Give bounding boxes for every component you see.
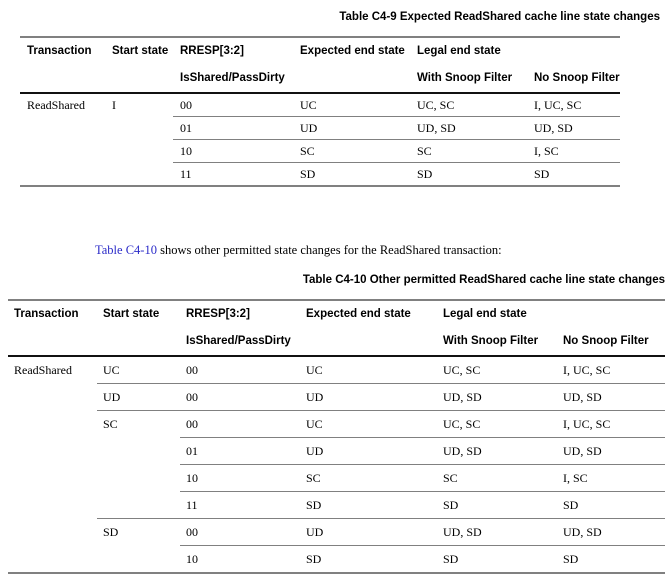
col-header-transaction: Transaction	[14, 308, 79, 320]
cell-transaction: ReadShared	[27, 98, 85, 112]
cell-with-snoop-filter: SC	[410, 140, 527, 163]
table-row	[8, 356, 665, 384]
col-header-expected-end-state: Expected end state	[300, 45, 405, 57]
col-header-no-snoop-filter: No Snoop Filter	[527, 65, 620, 93]
table-c4-9	[20, 36, 620, 187]
cell-no-snoop-filter: I, UC, SC	[557, 411, 665, 438]
cell-expected: UC	[300, 98, 317, 112]
cell-with-snoop-filter: UD, SD	[437, 519, 557, 546]
cell-no-snoop-filter: SD	[557, 492, 665, 519]
cell-with-snoop-filter: UC, SC	[417, 98, 455, 112]
cell-with-snoop-filter: SC	[437, 465, 557, 492]
col-header-rresp: RRESP[3:2]	[180, 45, 244, 57]
cell-start-state: SD	[97, 519, 180, 574]
col-header-start-state: Start state	[103, 308, 160, 320]
cell-rresp: 00	[180, 411, 300, 438]
cell-with-snoop-filter: UC, SC	[443, 363, 481, 377]
cell-with-snoop-filter: UC, SC	[437, 411, 557, 438]
col-header-no-snoop-filter: No Snoop Filter	[557, 328, 665, 356]
col-header-start-state: Start state	[112, 45, 169, 57]
cell-expected: SD	[300, 492, 437, 519]
col-header-empty	[97, 328, 180, 356]
table-c4-9-title: Table C4-9 Expected ReadShared cache line state changes	[339, 11, 660, 23]
cell-no-snoop-filter: I, SC	[527, 140, 620, 163]
table-row	[8, 384, 665, 411]
cell-expected: SC	[300, 465, 437, 492]
cell-rresp: 01	[180, 438, 300, 465]
cell-no-snoop-filter: SD	[557, 546, 665, 574]
cell-no-snoop-filter: I, UC, SC	[563, 363, 611, 377]
cell-with-snoop-filter: SD	[437, 492, 557, 519]
cell-rresp: 10	[180, 465, 300, 492]
cell-expected: UC	[300, 411, 437, 438]
col-header-isshared-passdirty: IsShared/PassDirty	[180, 328, 300, 356]
col-header-empty	[293, 65, 410, 93]
cell-transaction: ReadShared	[14, 363, 72, 377]
cell-rresp: 00	[186, 363, 198, 377]
col-header-legal-end-state: Legal end state	[443, 308, 527, 320]
table-row	[20, 93, 620, 117]
table-c4-10	[8, 299, 665, 574]
intro-paragraph-text: shows other permitted state changes for the ReadShared transaction:	[156, 243, 502, 257]
cell-rresp: 10	[173, 140, 293, 163]
cell-expected: SD	[300, 546, 437, 574]
cell-no-snoop-filter: UD, SD	[527, 117, 620, 140]
cell-no-snoop-filter: I, SC	[557, 465, 665, 492]
table-c4-10-title: Table C4-10 Other permitted ReadShared cache line state changes	[302, 274, 665, 286]
col-header-legal-end-state: Legal end state	[417, 45, 501, 57]
cell-no-snoop-filter: SD	[527, 163, 620, 187]
col-header-empty	[8, 328, 97, 356]
col-header-empty	[105, 65, 173, 93]
table-c4-10-link[interactable]: Table C4-10	[95, 243, 157, 257]
cell-no-snoop-filter: UD, SD	[557, 519, 665, 546]
table-c4-9-header	[20, 37, 620, 93]
cell-rresp: 10	[180, 546, 300, 574]
col-header-transaction: Transaction	[27, 45, 92, 57]
cell-expected: UC	[306, 363, 323, 377]
cell-rresp: 11	[180, 492, 300, 519]
cell-start-state: UC	[103, 363, 120, 377]
col-header-empty	[300, 328, 437, 356]
cell-expected: UD	[300, 384, 437, 411]
table-row	[8, 519, 665, 546]
cell-expected: SC	[293, 140, 410, 163]
cell-rresp: 00	[180, 98, 192, 112]
cell-expected: UD	[300, 438, 437, 465]
cell-no-snoop-filter: I, UC, SC	[534, 98, 582, 112]
col-header-with-snoop-filter: With Snoop Filter	[410, 65, 527, 93]
cell-with-snoop-filter: SD	[437, 546, 557, 574]
cell-with-snoop-filter: UD, SD	[437, 384, 557, 411]
cell-start-state: I	[112, 98, 116, 112]
cell-start-state: SC	[97, 411, 180, 519]
col-header-empty	[20, 65, 105, 93]
table-row	[8, 411, 665, 438]
col-header-with-snoop-filter: With Snoop Filter	[437, 328, 557, 356]
cell-no-snoop-filter: UD, SD	[557, 384, 665, 411]
col-header-isshared-passdirty: IsShared/PassDirty	[173, 65, 293, 93]
cell-with-snoop-filter: UD, SD	[410, 117, 527, 140]
cell-rresp: 00	[180, 519, 300, 546]
cell-start-state: UD	[97, 384, 180, 411]
cell-with-snoop-filter: SD	[410, 163, 527, 187]
cell-expected: UD	[300, 519, 437, 546]
intro-paragraph	[95, 243, 668, 258]
cell-with-snoop-filter: UD, SD	[437, 438, 557, 465]
cell-rresp: 00	[180, 384, 300, 411]
col-header-rresp: RRESP[3:2]	[186, 308, 250, 320]
cell-rresp: 11	[173, 163, 293, 187]
cell-expected: SD	[293, 163, 410, 187]
cell-rresp: 01	[173, 117, 293, 140]
cell-no-snoop-filter: UD, SD	[557, 438, 665, 465]
table-c4-10-header	[8, 300, 665, 356]
cell-expected: UD	[293, 117, 410, 140]
col-header-expected-end-state: Expected end state	[306, 308, 411, 320]
